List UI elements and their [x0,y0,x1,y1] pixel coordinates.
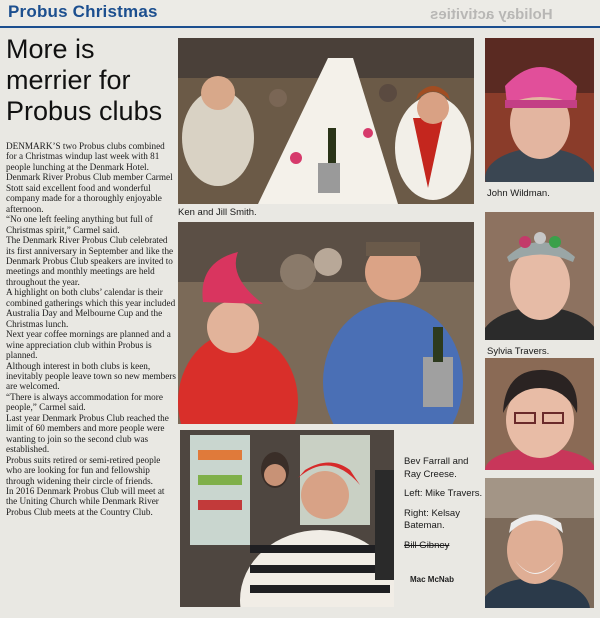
paragraph: Next year coffee mornings are planned and a wine appreciation club within Probus is planned. [6,329,171,361]
photo-sylvia-travers [485,212,594,340]
paragraph: The Denmark River Probus Club celebrated its first anniversary in September and like the Denmark Probus Club speakers are invited to meetings and monthly meetings are held throughout the year. [6,235,174,287]
caption-right: Right: Kelsay Bateman. [404,507,460,531]
paragraph: DENMARK’S two Probus clubs combined for a Christmas windup last week with 81 people lunching at the Denmark Hotel. [6,141,165,172]
bleed-through-text: Holiday activities [430,6,553,23]
paragraph: Although interest in both clubs is keen, inevitably people leave town so new members are welcomed. [6,360,176,392]
caption-john-wildman: John Wildman. [487,188,550,199]
caption-ken-jill: Ken and Jill Smith. [178,207,257,218]
photo-woman-glasses [485,358,594,470]
caption-bev-ray: Bev Farrall and Ray Creese. [404,456,469,480]
paragraph: In 2016 Denmark Probus Club will meet at the Uniting Church while Denmark River Probus Club meets at the Country Club. [6,485,165,517]
paragraph: “No one left feeling anything but full of Christmas spirit,” Carmel said. [6,214,153,235]
headline: More is merrier for Probus clubs [6,34,163,126]
paragraph: “There is always accommodation for more people,” Carmel said. [6,391,163,413]
paragraph: A highlight on both clubs’ calendar is their combined gatherings which this year included Australia Day and Melbourne Cup and the Christmas lunch. [6,287,176,329]
photo-mike-travers [180,430,394,607]
caption-struck-name: Bill Gibney [404,539,450,551]
photo-john-wildman [485,38,594,182]
photo-banquet-table [178,38,474,204]
handwritten-correction: Mac McNab [410,575,455,584]
photo-bev-ray [178,222,474,424]
section-title: Probus Christmas [8,2,158,21]
caption-sylvia-travers: Sylvia Travers. [487,346,550,357]
paragraph: Probus suits retired or semi-retired people who are looking for fun and fellowship through widening their circle of friends. [6,454,161,486]
article-body [6,141,176,517]
section-header-bar [0,0,600,28]
side-caption-block [404,456,484,559]
photo-kelsay-bateman [485,478,594,608]
paragraph: Last year Denmark Probus Club reached the limit of 60 members and more people were wanting to join so the second club was established. [6,412,169,455]
caption-left: Left: Mike Travers. [404,488,483,499]
paragraph: Denmark River Probus Club member Carmel Stott said excellent food and wonderful company made for a thoroughly enjoyable afternoon. [6,172,173,214]
